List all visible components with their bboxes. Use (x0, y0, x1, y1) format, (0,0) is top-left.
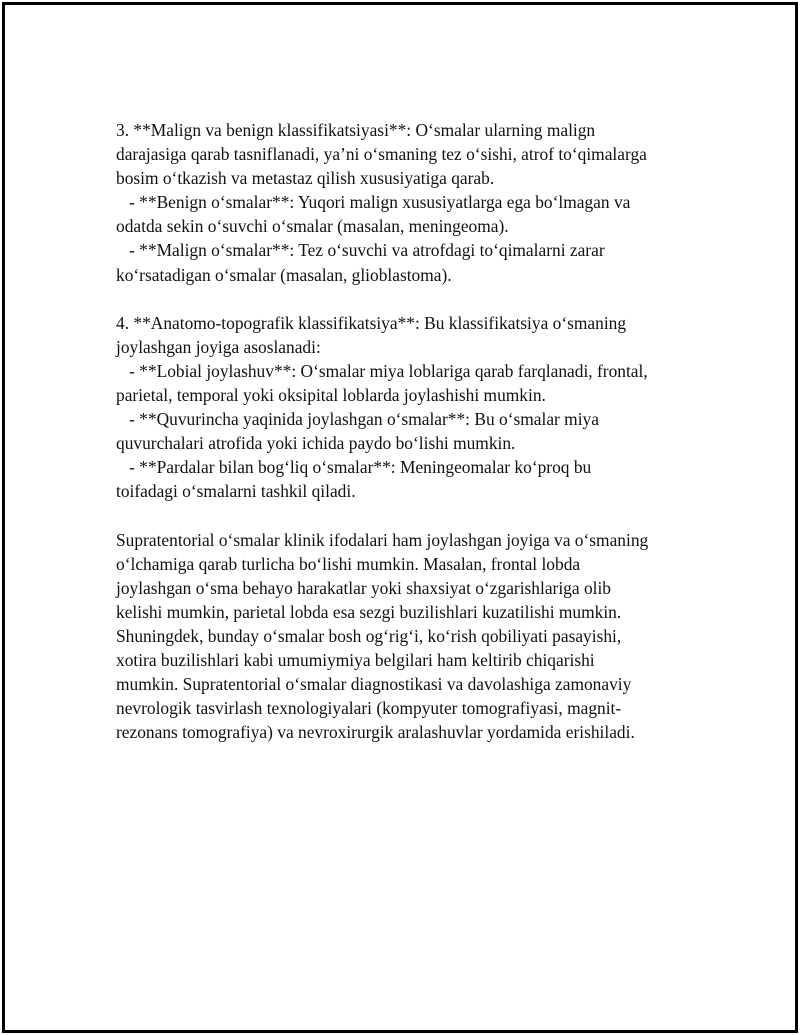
text-line: - **Quvurincha yaqinida joylashgan o‘smalar**: Bu o‘smalar miya (116, 409, 599, 430)
text-line: - **Benign o‘smalar**: Yuqori malign xususiyatlarga ega bo‘lmagan va (116, 192, 631, 213)
paragraph-anatomo-topografik (116, 311, 696, 504)
text-line: ko‘rsatadigan o‘smalar (masalan, glioblastoma). (116, 264, 452, 285)
text-line: bosim o‘tkazish va metastaz qilish xususiyatiga qarab. (116, 168, 495, 189)
text-line: joylashgan joyiga asoslanadi: (116, 336, 321, 357)
paragraph-spacer (116, 504, 696, 528)
text-line: joylashgan o‘sma behayo harakatlar yoki shaxsiyat o‘zgarishlariga olib (116, 577, 611, 598)
text-line: 3. **Malign va benign klassifikatsiyasi**: O‘smalar ularning malign (116, 120, 596, 140)
document-body (116, 118, 696, 744)
text-line: toifadagi o‘smalarni tashkil qiladi. (116, 481, 356, 502)
text-line: mumkin. Supratentorial o‘smalar diagnostikasi va davolashiga zamonaviy (116, 674, 632, 695)
paragraph-supratentorial (116, 528, 696, 745)
text-line: parietal, temporal yoki oksipital loblarda joylashishi mumkin. (116, 385, 546, 406)
text-line: - **Pardalar bilan bog‘liq o‘smalar**: Meningeomalar ko‘proq bu (116, 457, 592, 478)
text-line: - **Malign o‘smalar**: Tez o‘suvchi va atrofdagi to‘qimalarni zarar (116, 240, 605, 261)
text-line: kelishi mumkin, parietal lobda esa sezgi buzilishlari kuzatilishi mumkin. (116, 601, 622, 622)
text-line: xotira buzilishlari kabi umumiymiya belgilari ham keltirib chiqarishi (116, 650, 595, 671)
text-line: o‘lchamiga qarab turlicha bo‘lishi mumkin. Masalan, frontal lobda (116, 553, 581, 574)
text-line: Shuningdek, bunday o‘smalar bosh og‘rig‘i, ko‘rish qobiliyati pasayishi, (116, 625, 622, 646)
text-line: rezonans tomografiya) va nevroxirurgik aralashuvlar yordamida erishiladi. (116, 722, 635, 743)
text-line: nevrologik tasvirlash texnologiyalari (kompyuter tomografiyasi, magnit- (116, 698, 622, 719)
text-line: - **Lobial joylashuv**: O‘smalar miya loblariga qarab farqlanadi, frontal, (116, 360, 648, 381)
text-line: 4. **Anatomo-topografik klassifikatsiya**: Bu klassifikatsiya o‘smaning (116, 312, 627, 333)
text-line: quvurchalari atrofida yoki ichida paydo bo‘lishi mumkin. (116, 433, 516, 454)
text-line: darajasiga qarab tasniflanadi, ya’ni o‘smaning tez o‘sishi, atrof to‘qimalarga (116, 144, 647, 165)
paragraph-malign-benign (116, 118, 696, 287)
text-line: Supratentorial o‘smalar klinik ifodalari ham joylashgan joyiga va o‘smaning (116, 529, 649, 550)
paragraph-spacer (116, 287, 696, 311)
text-line: odatda sekin o‘suvchi o‘smalar (masalan, meningeoma). (116, 216, 509, 237)
